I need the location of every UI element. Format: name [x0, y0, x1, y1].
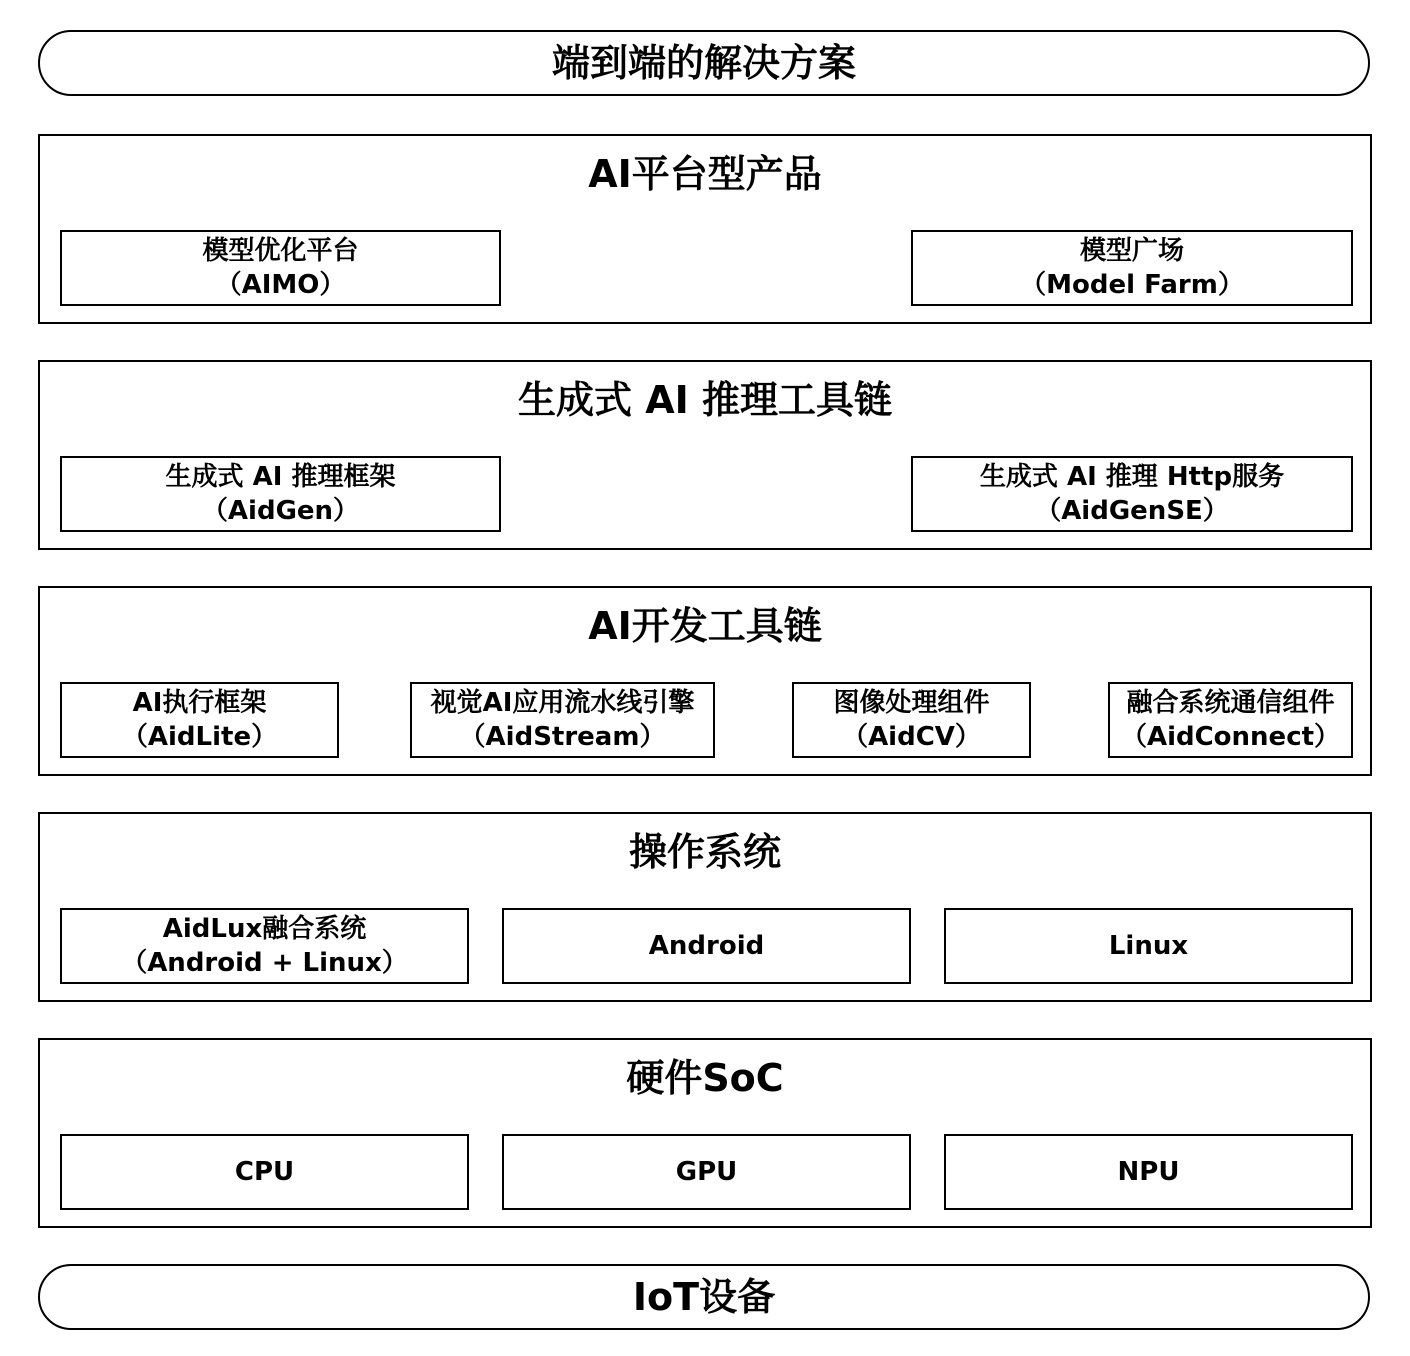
- box-code: （AidGen）: [201, 496, 360, 526]
- box-aimo: [60, 230, 501, 306]
- box-aidlux: [60, 908, 469, 984]
- box-aidcv: [792, 682, 1031, 758]
- box-name: 模型优化平台: [202, 236, 359, 266]
- box-gpu: [502, 1134, 911, 1210]
- box-name: GPU: [675, 1157, 738, 1187]
- layer-genai: [38, 360, 1372, 550]
- box-name: 生成式 AI 推理 Http服务: [979, 462, 1285, 492]
- layer-devtools: [38, 586, 1372, 776]
- box-code: （AidStream）: [459, 722, 666, 752]
- box-linux: [944, 908, 1353, 984]
- box-name: Linux: [1108, 931, 1189, 961]
- box-name: 生成式 AI 推理框架: [165, 462, 396, 492]
- box-name: AI执行框架: [132, 688, 267, 718]
- box-cpu: [60, 1134, 469, 1210]
- box-code: （AidConnect）: [1120, 722, 1341, 752]
- box-code: （AidGenSE）: [1035, 496, 1229, 526]
- layer-title: 操作系统: [628, 830, 781, 874]
- box-name: 视觉AI应用流水线引擎: [430, 688, 695, 718]
- layer-platform: [38, 134, 1372, 324]
- layer-title: 生成式 AI 推理工具链: [517, 378, 892, 422]
- box-npu: [944, 1134, 1353, 1210]
- box-aidconnect: [1108, 682, 1353, 758]
- box-aidlite: [60, 682, 339, 758]
- box-name: 模型广场: [1079, 236, 1184, 266]
- top-banner-label: 端到端的解决方案: [551, 41, 856, 85]
- box-code: （AidCV）: [842, 722, 981, 752]
- box-code: （AidLite）: [121, 722, 278, 752]
- layer-hardware: [38, 1038, 1372, 1228]
- layer-os: [38, 812, 1372, 1002]
- box-aidgense: [911, 456, 1353, 532]
- box-model-farm: [911, 230, 1353, 306]
- box-aidstream: [410, 682, 715, 758]
- bottom-banner-label: IoT设备: [632, 1275, 776, 1319]
- box-code: （Model Farm）: [1020, 270, 1244, 300]
- layer-title: 硬件SoC: [626, 1056, 784, 1100]
- box-code: （Android + Linux）: [121, 948, 408, 978]
- box-name: Android: [648, 931, 765, 961]
- box-aidgen: [60, 456, 501, 532]
- box-name: 图像处理组件: [833, 688, 990, 718]
- bottom-banner: [38, 1264, 1370, 1330]
- box-name: AidLux融合系统: [162, 914, 367, 944]
- box-code: （AIMO）: [215, 270, 346, 300]
- layer-title: AI平台型产品: [588, 152, 822, 196]
- box-android: [502, 908, 911, 984]
- layer-title: AI开发工具链: [588, 604, 822, 648]
- box-name: NPU: [1117, 1157, 1180, 1187]
- box-name: CPU: [234, 1157, 295, 1187]
- box-name: 融合系统通信组件: [1126, 688, 1335, 718]
- top-banner: [38, 30, 1370, 96]
